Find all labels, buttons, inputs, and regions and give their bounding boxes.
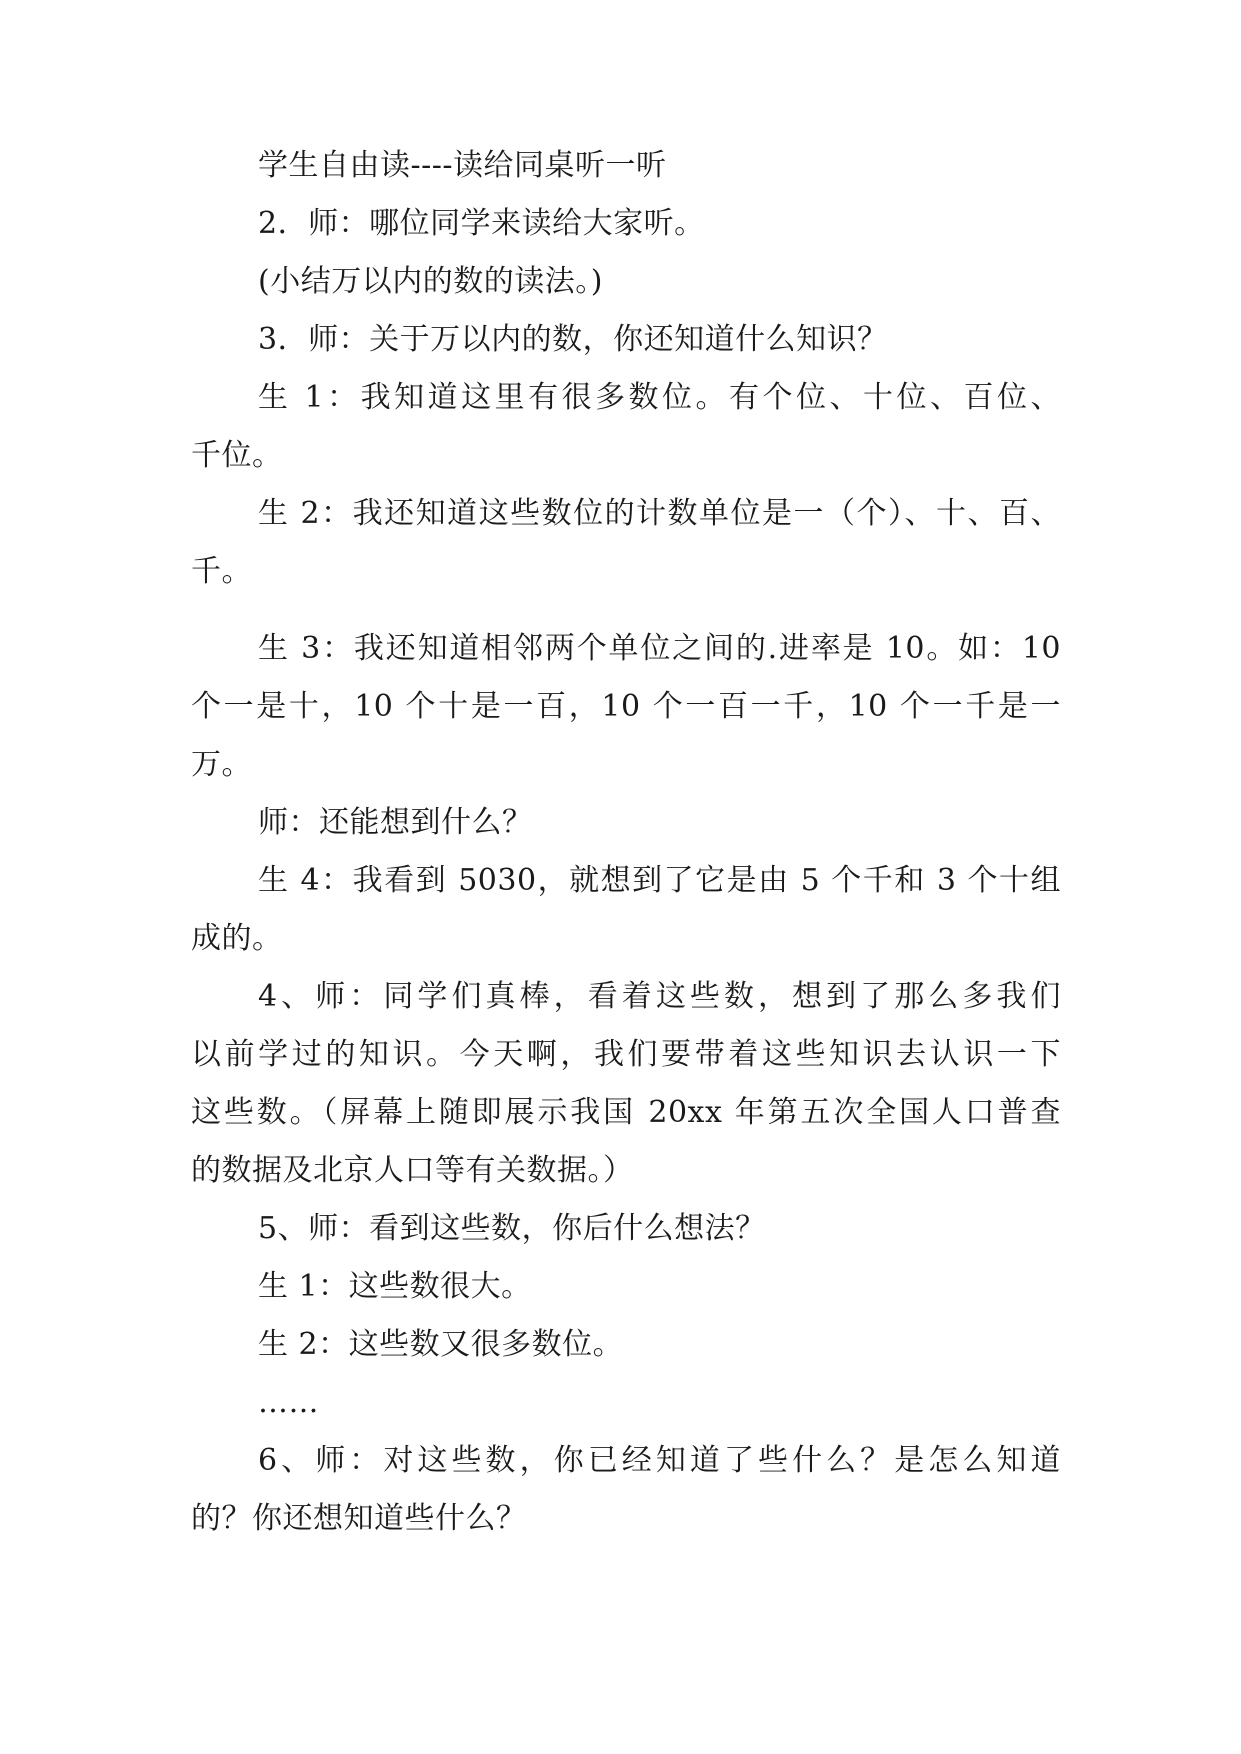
text-line-9: 生 3：我还知道相邻两个单位之间的.进率是 10。如：10 xyxy=(258,631,1061,666)
text-line-14: 成的。 xyxy=(191,921,283,956)
text-line-3: (小结万以内的数的读法。) xyxy=(258,264,603,299)
text-line-11: 万。 xyxy=(191,747,252,782)
text-line-10: 个一是十，10 个十是一百，10 个一百一千，10 个一千是一 xyxy=(191,689,1061,724)
text-line-17: 这些数。（屏幕上随即展示我国 20xx 年第五次全国人口普查 xyxy=(191,1095,1061,1130)
text-line-20: 生 1：这些数很大。 xyxy=(258,1269,532,1304)
text-line-16: 以前学过的知识。今天啊，我们要带着这些知识去认识一下 xyxy=(191,1037,1061,1072)
text-line-22: …… xyxy=(258,1385,319,1420)
text-line-2: 2．师：哪位同学来读给大家听。 xyxy=(258,206,705,241)
text-line-23: 6、师：对这些数，你已经知道了些什么？是怎么知道 xyxy=(258,1443,1061,1478)
text-line-6: 千位。 xyxy=(191,438,283,473)
text-line-18: 的数据及北京人口等有关数据。） xyxy=(191,1153,634,1188)
text-line-4: 3．师：关于万以内的数，你还知道什么知识？ xyxy=(258,322,888,357)
text-line-12: 师：还能想到什么？ xyxy=(258,805,533,840)
text-line-19: 5、师：看到这些数，你后什么想法？ xyxy=(258,1211,766,1246)
text-line-8: 千。 xyxy=(191,554,252,589)
text-line-7: 生 2：我还知道这些数位的计数单位是一（个）、十、百、 xyxy=(258,496,1061,531)
text-line-15: 4、师：同学们真棒，看着这些数，想到了那么多我们 xyxy=(258,979,1061,1014)
text-line-24: 的？你还想知道些什么？ xyxy=(191,1501,527,1536)
text-line-5: 生 1：我知道这里有很多数位。有个位、十位、百位、 xyxy=(258,380,1061,415)
text-line-1: 学生自由读----读给同桌听一听 xyxy=(258,148,667,183)
text-line-13: 生 4：我看到 5030，就想到了它是由 5 个千和 3 个十组 xyxy=(258,863,1061,898)
text-line-21: 生 2：这些数又很多数位。 xyxy=(258,1327,624,1362)
